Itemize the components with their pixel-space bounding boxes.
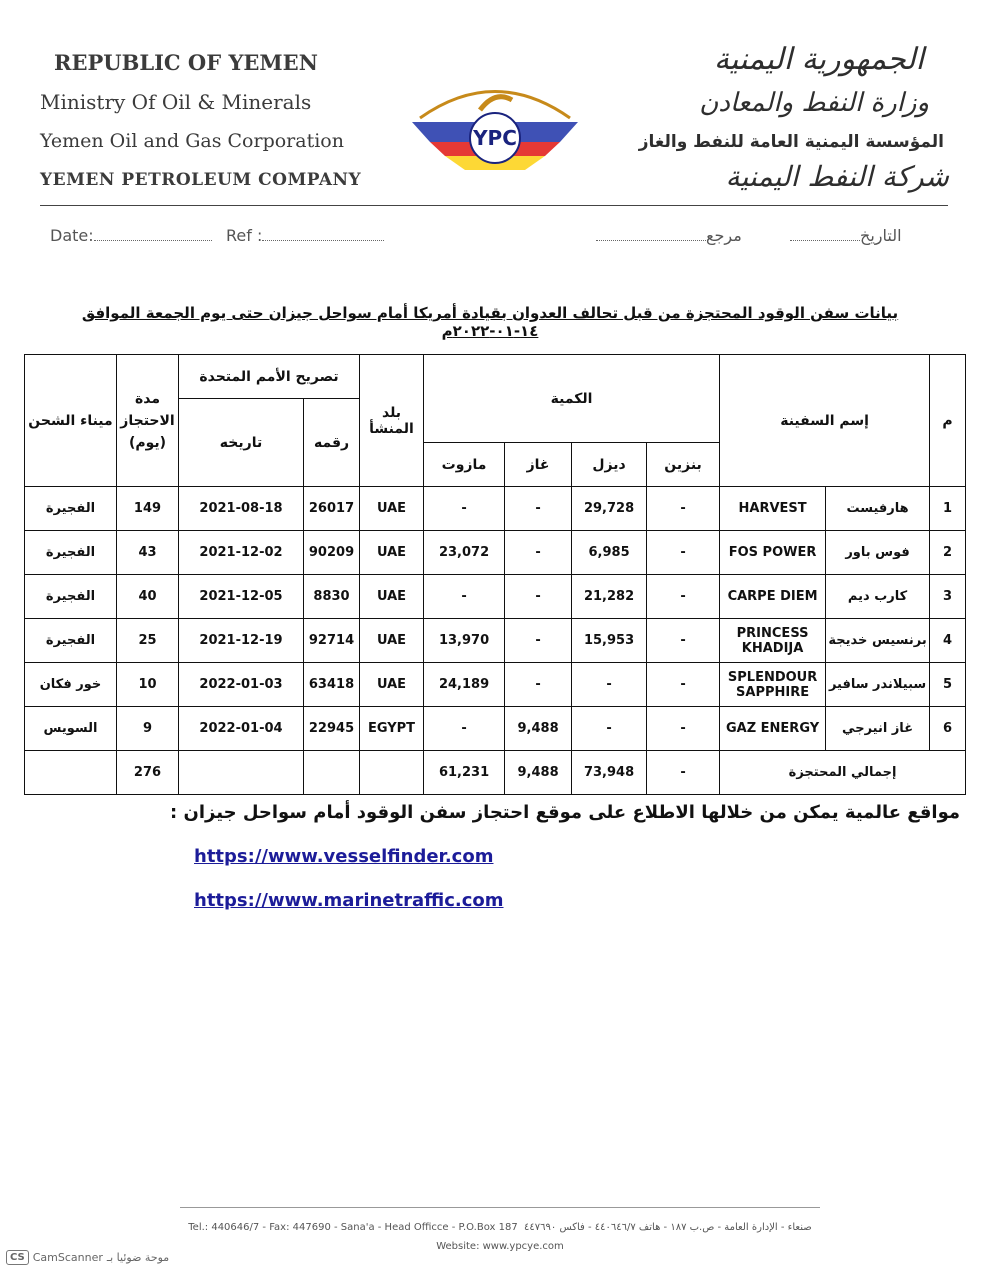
logo-text: YPC [473, 126, 517, 150]
header-permit-date: تاريخه [179, 399, 304, 487]
header-en-ministry: Ministry Of Oil & Minerals [40, 90, 312, 114]
header-mazut: مازوت [424, 443, 505, 487]
cell-petrol: - [647, 487, 720, 531]
table-row [25, 707, 966, 751]
detained-ships-table [24, 354, 966, 795]
marinetraffic-link[interactable]: https://www.marinetraffic.com [194, 890, 504, 911]
cell-port: الفجيرة [25, 619, 117, 663]
total-permit-no-empty [304, 751, 360, 795]
cell-permit-date: 2022-01-04 [179, 707, 304, 751]
table-row [25, 487, 966, 531]
cell-diesel: 21,282 [572, 575, 647, 619]
sites-note: مواقع عالمية يمكن من خلالها الاطلاع على موقع احتجاز سفن الوقود أمام سواحل جيزان : [170, 802, 960, 823]
table-row [25, 619, 966, 663]
footer-contact: Tel.: 440646/7 - Fax: 447690 - Sana'a - Head Officce - P.O.Box 187 صنعاء - الإدارة العامة - ص.ب ١٨٧ - هاتف ٤٤٠٦٤٦/٧ - فاكس ٤٤٧٦٩٠ [188, 1222, 812, 1233]
cell-gas: 9,488 [505, 707, 572, 751]
cell-mazut: - [424, 487, 505, 531]
ar-date-field: التاريخ [790, 226, 902, 245]
cell-diesel: 29,728 [572, 487, 647, 531]
cell-gas: - [505, 531, 572, 575]
cell-permit-no: 22945 [304, 707, 360, 751]
cell-permit-no: 63418 [304, 663, 360, 707]
total-mazut: 61,231 [424, 751, 505, 795]
cell-diesel: - [572, 707, 647, 751]
header-port: ميناء الشحن [25, 355, 117, 487]
ref-field: Ref : [226, 226, 384, 245]
cell-num: 4 [930, 619, 966, 663]
cell-name-en: GAZ ENERGY [720, 707, 826, 751]
cell-name-ar: غاز انيرجي [826, 707, 930, 751]
total-permit-date-empty [179, 751, 304, 795]
header-origin: بلد المنشأ [360, 355, 424, 487]
cell-days: 149 [117, 487, 179, 531]
cell-origin: UAE [360, 575, 424, 619]
cell-num: 6 [930, 707, 966, 751]
footer-divider [180, 1207, 820, 1208]
cell-name-ar: كارب ديم [826, 575, 930, 619]
cell-permit-date: 2021-12-05 [179, 575, 304, 619]
cell-gas: - [505, 487, 572, 531]
total-days: 276 [117, 751, 179, 795]
cell-num: 2 [930, 531, 966, 575]
cell-permit-no: 8830 [304, 575, 360, 619]
header-petrol: بنزين [647, 443, 720, 487]
header-ar-company: شركة النفط اليمنية [725, 160, 949, 193]
cell-mazut: 23,072 [424, 531, 505, 575]
cell-days: 25 [117, 619, 179, 663]
cell-name-ar: سبيلاندر سافير [826, 663, 930, 707]
header-ar-republic: الجمهورية اليمنية [713, 42, 924, 77]
cell-name-en: SPLENDOUR SAPPHIRE [720, 663, 826, 707]
cell-permit-no: 92714 [304, 619, 360, 663]
cell-port: الفجيرة [25, 531, 117, 575]
table-row [25, 663, 966, 707]
header-divider [40, 205, 948, 206]
header-un-permit: تصريح الأمم المتحدة [179, 355, 360, 399]
cell-origin: UAE [360, 619, 424, 663]
total-gas: 9,488 [505, 751, 572, 795]
header-num: م [930, 355, 966, 487]
camscanner-watermark: CS CamScanner موحة ضوئيا بـ [6, 1250, 169, 1265]
table-row [25, 531, 966, 575]
cell-days: 40 [117, 575, 179, 619]
cell-permit-no: 26017 [304, 487, 360, 531]
cell-diesel: 15,953 [572, 619, 647, 663]
header-ar-ministry: وزارة النفط والمعادن [699, 88, 929, 118]
cell-mazut: - [424, 707, 505, 751]
total-petrol: - [647, 751, 720, 795]
vesselfinder-link[interactable]: https://www.vesselfinder.com [194, 846, 494, 867]
cell-gas: - [505, 619, 572, 663]
cell-port: خور فكان [25, 663, 117, 707]
header-gas: غاز [505, 443, 572, 487]
header-quantity: الكمية [424, 355, 720, 443]
cell-name-ar: برنسيس خديجة [826, 619, 930, 663]
camscanner-icon: CS [6, 1250, 29, 1265]
cell-num: 3 [930, 575, 966, 619]
cell-name-ar: فوس باور [826, 531, 930, 575]
cell-petrol: - [647, 531, 720, 575]
document-title: بيانات سفن الوقود المحتجزة من قبل تحالف العدوان بقيادة أمريكا أمام سواحل جيزان حتى يوم الجمعة الموافق ١٤-٠١-٢٠٢٢م [81, 304, 899, 340]
header-en-republic: REPUBLIC OF YEMEN [54, 50, 318, 75]
cell-name-en: CARPE DIEM [720, 575, 826, 619]
cell-permit-date: 2021-12-19 [179, 619, 304, 663]
ypc-logo [400, 70, 590, 180]
cell-petrol: - [647, 575, 720, 619]
footer-website: Website: www.ypcye.com [436, 1241, 564, 1252]
cell-days: 43 [117, 531, 179, 575]
cell-petrol: - [647, 707, 720, 751]
cell-num: 1 [930, 487, 966, 531]
cell-diesel: - [572, 663, 647, 707]
cell-permit-date: 2021-08-18 [179, 487, 304, 531]
cell-num: 5 [930, 663, 966, 707]
date-field: Date: [50, 226, 212, 245]
header-diesel: ديزل [572, 443, 647, 487]
cell-mazut: - [424, 575, 505, 619]
ar-ref-field: مرجع [596, 226, 742, 245]
header-en-corporation: Yemen Oil and Gas Corporation [40, 130, 344, 152]
cell-origin: UAE [360, 487, 424, 531]
header-permit-no: رقمه [304, 399, 360, 487]
cell-origin: UAE [360, 531, 424, 575]
header-detention: مدة الاحتجاز (يوم) [117, 355, 179, 487]
cell-petrol: - [647, 663, 720, 707]
header-ar-corporation: المؤسسة اليمنية العامة للنفط والغاز [638, 132, 944, 152]
cell-days: 9 [117, 707, 179, 751]
total-diesel: 73,948 [572, 751, 647, 795]
cell-permit-date: 2021-12-02 [179, 531, 304, 575]
cell-diesel: 6,985 [572, 531, 647, 575]
table-row [25, 575, 966, 619]
cell-petrol: - [647, 619, 720, 663]
cell-permit-no: 90209 [304, 531, 360, 575]
header-en-company: YEMEN PETROLEUM COMPANY [40, 170, 362, 190]
cell-name-en: PRINCESS KHADIJA [720, 619, 826, 663]
cell-name-en: HARVEST [720, 487, 826, 531]
cell-permit-date: 2022-01-03 [179, 663, 304, 707]
cell-port: الفجيرة [25, 487, 117, 531]
cell-days: 10 [117, 663, 179, 707]
total-label: إجمالي المحتجزة [720, 751, 966, 795]
cell-port: الفجيرة [25, 575, 117, 619]
cell-origin: UAE [360, 663, 424, 707]
cell-name-ar: هارفيست [826, 487, 930, 531]
cell-port: السويس [25, 707, 117, 751]
cell-origin: EGYPT [360, 707, 424, 751]
cell-name-en: FOS POWER [720, 531, 826, 575]
cell-gas: - [505, 575, 572, 619]
cell-gas: - [505, 663, 572, 707]
total-row [25, 751, 966, 795]
total-origin-empty [360, 751, 424, 795]
cell-mazut: 24,189 [424, 663, 505, 707]
header-ship-name: إسم السفينة [720, 355, 930, 487]
total-port-empty [25, 751, 117, 795]
cell-mazut: 13,970 [424, 619, 505, 663]
